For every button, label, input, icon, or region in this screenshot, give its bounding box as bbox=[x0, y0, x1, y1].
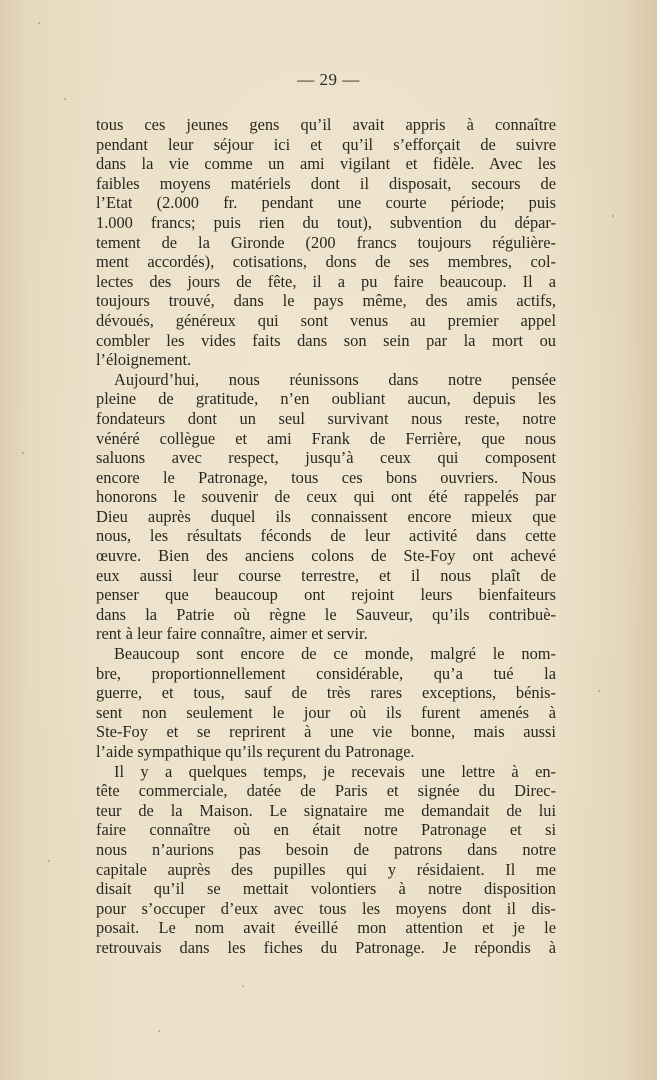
text-line: œuvre. Bien des anciens colons de Ste-Foy ont achevé bbox=[96, 546, 556, 566]
text-line: tête commerciale, datée de Paris et signée du Direc- bbox=[96, 781, 556, 801]
text-line: capitale auprès des pupilles qui y résidaient. Il me bbox=[96, 859, 556, 879]
text-line: ment accordés), cotisations, dons de ses membres, col- bbox=[96, 252, 556, 272]
text-line: encore le Patronage, tous ces bons ouvriers. Nous bbox=[96, 467, 556, 487]
text-line: lectes des jours de fête, il a pu faire beaucoup. Il a bbox=[96, 271, 556, 291]
paper-speck bbox=[22, 452, 24, 454]
text-line: Il y a quelques temps, je recevais une lettre à en- bbox=[114, 761, 556, 781]
page-number: — 29 — bbox=[297, 70, 360, 89]
text-line: bre, proportionnellement considérable, qu’a tué la bbox=[96, 663, 556, 683]
text-line: dévoués, généreux qui sont venus au premier appel bbox=[96, 310, 556, 330]
text-line: Dieu auprès duquel ils connaissent encore mieux que bbox=[96, 506, 556, 526]
paper-speck bbox=[242, 985, 244, 987]
text-line: pour s’occuper d’eux avec tous les moyens dont il dis- bbox=[96, 898, 556, 918]
text-line: posait. Le nom avait éveillé mon attention et je le bbox=[96, 918, 556, 938]
text-line: tement de la Gironde (200 francs toujours régulière- bbox=[96, 232, 556, 252]
text-line: faibles moyens matériels dont il disposait, secours de bbox=[96, 173, 556, 193]
paper-speck bbox=[612, 215, 614, 217]
text-line: Beaucoup sont encore de ce monde, malgré le nom- bbox=[114, 644, 556, 664]
text-line: penser que beaucoup ont rejoint leurs bienfaiteurs bbox=[96, 585, 556, 605]
body-text bbox=[96, 115, 556, 958]
text-line: sent non seulement le jour où ils furent amenés à bbox=[96, 702, 556, 722]
paper-speck bbox=[598, 690, 600, 692]
text-line: l’Etat (2.000 fr. pendant une courte période; puis bbox=[96, 193, 556, 213]
text-line: Ste-Foy et se reprirent à une vie bonne, mais aussi bbox=[96, 722, 556, 742]
text-line: pendant leur séjour ici et qu’il s’efforçait de suivre bbox=[96, 134, 556, 154]
text-line: dans la vie comme un ami vigilant et fidèle. Avec les bbox=[96, 154, 556, 174]
text-line: vénéré collègue et ami Frank de Ferrière, que nous bbox=[96, 428, 556, 448]
text-line: honorons le souvenir de ceux qui ont été rappelés par bbox=[96, 487, 556, 507]
text-line: nous n’aurions pas besoin de patrons dans notre bbox=[96, 839, 556, 859]
text-line: disait qu’il se mettait volontiers à notre disposition bbox=[96, 879, 556, 899]
text-line: saluons avec respect, jusqu’à ceux qui composent bbox=[96, 448, 556, 468]
text-line: guerre, et tous, sauf de très rares exceptions, bénis- bbox=[96, 683, 556, 703]
text-line: eux aussi leur course terrestre, et il nous plaît de bbox=[96, 565, 556, 585]
text-line: retrouvais dans les fiches du Patronage. Je répondis à bbox=[96, 937, 556, 957]
text-line: fondateurs dont un seul survivant nous reste, notre bbox=[96, 408, 556, 428]
text-line: l’éloignement. bbox=[96, 350, 192, 370]
text-line: tous ces jeunes gens qu’il avait appris à connaître bbox=[96, 115, 556, 134]
text-line: combler les vides faits dans son sein par la mort ou bbox=[96, 330, 556, 350]
text-line: faire connaître où en était notre Patronage et si bbox=[96, 820, 556, 840]
text-line: rent à leur faire connaître, aimer et servir. bbox=[96, 624, 368, 644]
paper-speck bbox=[38, 22, 40, 24]
text-line: 1.000 francs; puis rien du tout), subvention du dépar- bbox=[96, 212, 556, 232]
text-line: pleine de gratitude, n’en oubliant aucun, depuis les bbox=[96, 389, 556, 409]
paper-speck bbox=[158, 1030, 160, 1032]
text-line: toujours trouvé, dans le pays même, des amis actifs, bbox=[96, 291, 556, 311]
text-line: Aujourd’hui, nous réunissons dans notre pensée bbox=[114, 369, 556, 389]
text-line: nous, les résultats féconds de leur activité dans cette bbox=[96, 526, 556, 546]
paper-speck bbox=[48, 860, 50, 862]
text-line: l’aide sympathique qu’ils reçurent du Patronage. bbox=[96, 742, 415, 761]
text-line: teur de la Maison. Le signataire me demandait de lui bbox=[96, 800, 556, 820]
text-line: dans la Patrie où règne le Sauveur, qu’ils contribuè- bbox=[96, 604, 556, 624]
paper-speck bbox=[64, 98, 66, 100]
